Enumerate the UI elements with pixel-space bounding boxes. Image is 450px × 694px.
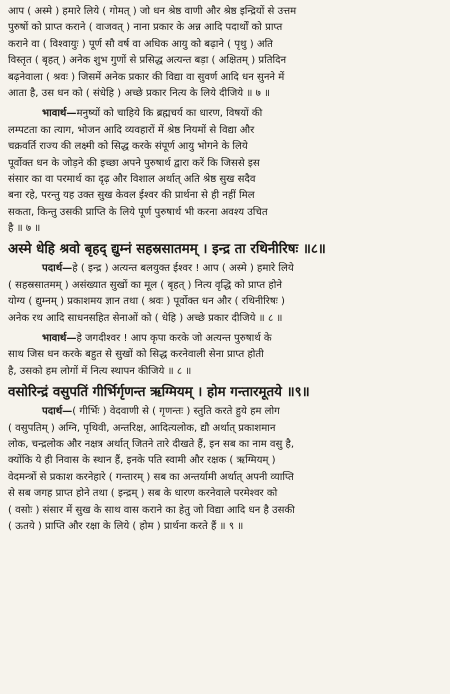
text-line: पूर्वोक्त धन के जोड़ने की इच्छा अपने पुरुषार्थ द्वारा करें कि जिससे इस: [8, 157, 260, 169]
text-line: से सब जगह प्राप्त होने तथा ( इन्द्रम् ) सब के धारण करनेवाले परमेश्वर को: [8, 488, 278, 500]
paragraph-padarth-9: [8, 404, 444, 535]
text-line: पदार्थ—हे ( इन्द्र ) अत्यन्त बलयुक्त ईश्वर ! आप ( अस्मे ) हमारे लिये: [42, 263, 294, 275]
paragraph-meaning-7: [8, 4, 444, 102]
text-line: कराने वा ( विश्वायुः ) पूर्ण सौ वर्ष वा अधिक आयु को बढ़ाने ( पृथु ) अति: [8, 38, 273, 50]
mantra-8: अस्मे धेहि श्रवो बृहद् द्युम्नं सहस्रसातमम् । इन्द्र ता रथिनीरिषः ॥८॥: [8, 241, 326, 258]
text-line: भावार्थ—मनुष्यों को चाहिये कि ब्रह्मचर्य का धारण, विषयों की: [42, 108, 263, 120]
section-lead: भावार्थ—: [42, 333, 77, 345]
text-line: संसार का वा परमार्थ का दृढ़ और विशाल अर्थात् अति श्रेष्ठ सुख सदैव: [8, 173, 256, 185]
text-line: योग्य ( द्युम्नम् ) प्रकाशमय ज्ञान तथा ( श्रवः ) पूर्वोक्त धन और ( रथिनीरिषः ): [8, 296, 285, 308]
text-line: आप ( अस्मे ) हमारे लिये ( गोमत् ) जो धन श्रेष्ठ वाणी और श्रेष्ठ इन्द्रियों से उत्तम: [8, 6, 297, 17]
text-line: है ॥ ७ ॥: [8, 223, 41, 235]
text-line: भावार्थ—हे जगदीश्वर ! आप कृपा करके जो अत्यन्त पुरुषार्थ के: [42, 333, 272, 345]
section-lead: पदार्थ—: [42, 263, 73, 275]
text-line: ( वसुपतिम् ) अग्नि, पृथिवी, अन्तरिक्ष, आदित्यलोक, द्यौ अर्थात् प्रकाशमान: [8, 422, 276, 434]
text-line: अनेक रथ आदि साधनसहित सेनाओं को ( धेहि ) अच्छे प्रकार दीजिये ॥ ८ ॥: [8, 312, 283, 324]
text-line: विस्तृत ( बृहत् ) अनेक शुभ गुणों से प्रसिद्ध अत्यन्त बड़ा ( अक्षितम् ) प्रतिदिन: [8, 55, 287, 67]
text-line: ( वसोः ) संसार में सुख के साथ वास कराने का हेतु जो विद्या आदि धन है उसकी: [8, 504, 295, 516]
text-line: बना रहे, परन्तु यह उक्त सुख केवल ईश्वर की प्रार्थना से ही नहीं मिल: [8, 190, 255, 202]
text-line: क्योंकि ये ही निवास के स्थान हैं, इनके पति स्वामी और रक्षक ( ऋग्मियम् ): [8, 455, 276, 467]
paragraph-bhavarth-7: [8, 106, 444, 237]
text-line: चक्रवर्ति राज्य की लक्ष्मी को सिद्ध करके संपूर्ण आयु भोगने के लिये: [8, 141, 248, 153]
text-line: पदार्थ—( गीर्भिः ) वेदवाणी से ( गृणन्तः ) स्तुति करते हुये हम लोग: [42, 406, 280, 418]
text-line: सकता, किन्तु उसकी प्राप्ति के लिये पूर्ण पुरुषार्थ भी करना अवश्य उचित: [8, 206, 268, 218]
text-line: आता है, उस धन को ( संधेहि ) अच्छे प्रकार नित्य के लिये दीजिये ॥ ७ ॥: [8, 87, 271, 99]
text-line: ( सहस्रसातमम् ) असंख्यात सुखों का मूल ( बृहत् ) नित्य वृद्धि को प्राप्त होने: [8, 279, 282, 291]
section-lead: भावार्थ—: [42, 108, 77, 120]
text-line: बढ़नेवाला ( श्रवः ) जिसमें अनेक प्रकार की विद्या वा सुवर्ण आदि धन सुनने में: [8, 71, 285, 83]
text-line: पुरुषों को प्राप्त कराने ( वाजवत् ) नाना प्रकार के अन्न आदि पदार्थों को प्राप्त: [8, 22, 283, 34]
text-line: ( ऊतये ) प्राप्ति और रक्षा के लिये ( होम ) प्रार्थना करते हैं ॥ ९ ॥: [8, 520, 244, 532]
text-line: लम्पटता का त्याग, भोजन आदि व्यवहारों में श्रेष्ठ नियमों से विद्या और: [8, 124, 255, 136]
text-line: साथ जिस धन करके बहुत से सुखों को सिद्ध करनेवाली सेना प्राप्त होती: [8, 349, 264, 361]
text-line: वेदमन्त्रों से प्रकाश करनेहारे ( गन्तारम् ) सब का अन्तर्यामी अर्थात् अपनी व्याप्ति: [8, 471, 294, 483]
section-lead: पदार्थ—: [42, 406, 73, 418]
paragraph-padarth-8: [8, 261, 444, 327]
text-line: है, उसको हम लोगों में नित्य स्थापन कीजिये ॥ ८ ॥: [8, 365, 192, 377]
paragraph-bhavarth-8: [8, 331, 444, 380]
text-line: लोक, चन्द्रलोक और नक्षत्र अर्थात् जितने तारे दीखते हैं, इन सब का नाम वसु है,: [8, 438, 295, 450]
mantra-9: वसोरिन्द्रं वसुपतिं गीर्भिर्गृणन्त ऋग्मियम् । होम गन्तारमूतये ॥९॥: [8, 384, 310, 401]
